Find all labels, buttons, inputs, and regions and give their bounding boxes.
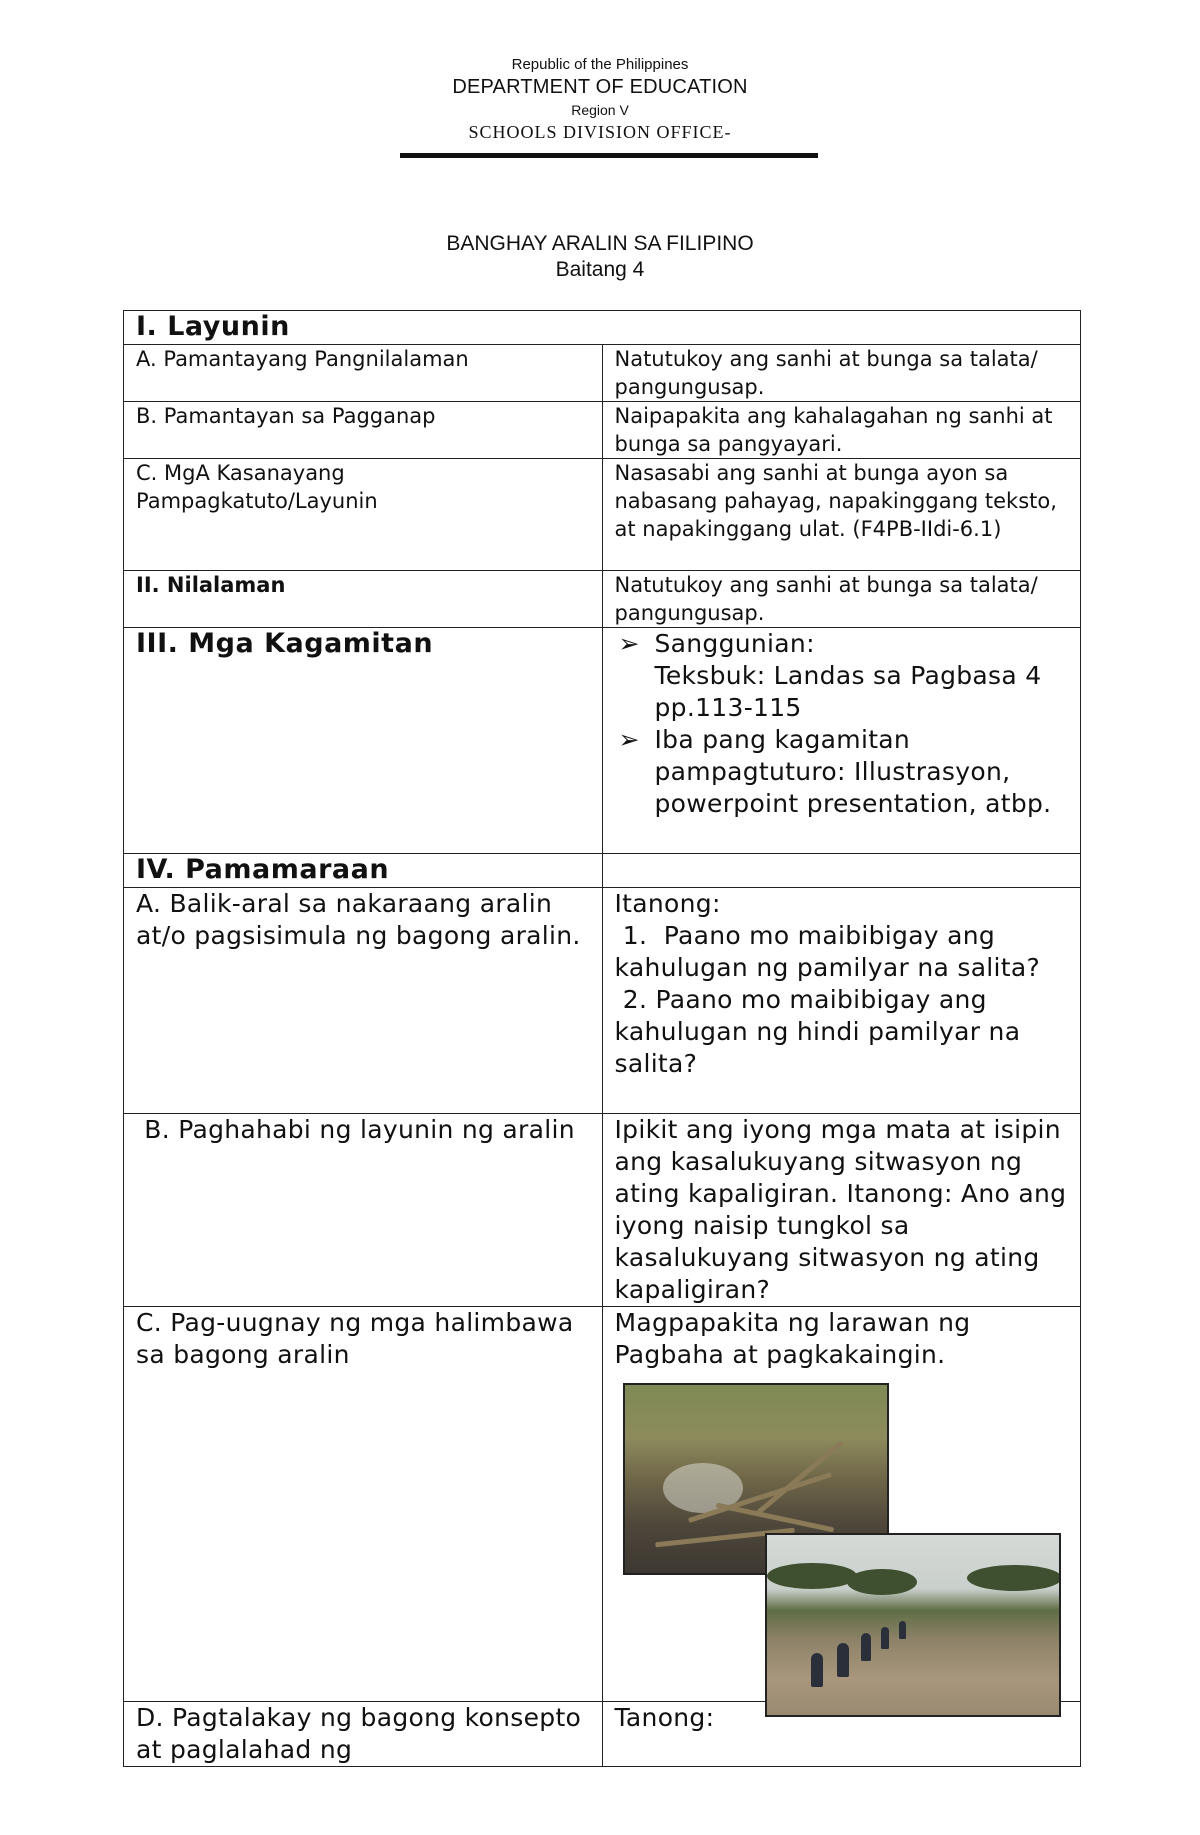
step-c-value-cell [602, 1307, 1081, 1702]
tree-shape [967, 1565, 1061, 1591]
log-shape [756, 1440, 843, 1515]
table-row [124, 888, 1081, 1114]
step-c-value: Magpapakita ng larawan ng Pagbaha at pagkakaingin. [614, 1308, 971, 1369]
row-c-label: C. MgA Kasanayang Pampagkatuto/Layunin [124, 459, 603, 571]
step-c-label: C. Pag-uugnay ng mga halimbawa sa bagong aralin [124, 1307, 603, 1702]
row-b-label: B. Pamantayan sa Pagganap [124, 402, 603, 459]
step-d-value: Tanong: [602, 1702, 1081, 1767]
flood-photo [765, 1533, 1061, 1717]
step-b-value: Ipikit ang iyong mga mata at isipin ang kasalukuyang sitwasyon ng ating kapaligiran. Itanong: Ano ang iyong naisip tungkol sa kasalukuyang sitwasyon ng ating kapaligiran? [602, 1114, 1081, 1307]
row-a-value: Natutukoy ang sanhi at bunga sa talata/ pangungusap. [602, 345, 1081, 402]
table-row [124, 1307, 1081, 1702]
table-row [124, 311, 1081, 345]
list-item-line: Iba pang kagamitan pampagtuturo: Illustrasyon, powerpoint presentation, atbp. [654, 725, 1052, 818]
table-row [124, 854, 1081, 888]
step-a-value-cell [602, 888, 1081, 1114]
list-item [618, 724, 1069, 820]
document-title: BANGHAY ARALIN SA FILIPINO [446, 232, 754, 255]
republic-line: Republic of the Philippines [511, 56, 689, 73]
arrow-bullet-icon: ➢ [618, 629, 640, 658]
step-a-label: A. Balik-aral sa nakaraang aralin at/o pagsisimula ng bagong aralin. [124, 888, 603, 1114]
department-line: DEPARTMENT OF EDUCATION [452, 76, 748, 98]
grade-level: Baitang 4 [555, 258, 645, 281]
list-item [618, 628, 1069, 724]
division-line: SCHOOLS DIVISION OFFICE- [468, 122, 732, 142]
list-item-line: Sanggunian: [654, 629, 815, 658]
row-b-value: Naipapakita ang kahalagahan ng sanhi at bunga sa pangyayari. [602, 402, 1081, 459]
layunin-heading: I. Layunin [136, 311, 290, 342]
table-row [124, 1114, 1081, 1307]
header-divider [400, 153, 818, 158]
lesson-plan-table [123, 310, 1081, 1767]
table-row [124, 571, 1081, 628]
table-row [124, 459, 1081, 571]
layunin-heading-cell [124, 311, 1081, 345]
nilalaman-label: II. Nilalaman [124, 571, 603, 628]
tree-shape [767, 1563, 857, 1589]
step-a-intro: Itanong: [614, 889, 721, 918]
row-a-label: A. Pamantayang Pangnilalaman [124, 345, 603, 402]
step-d-label: D. Pagtalakay ng bagong konsepto at paglalahad ng [124, 1702, 603, 1767]
person-shape [861, 1633, 871, 1661]
kagamitan-label: III. Mga Kagamitan [136, 628, 434, 659]
pamamaraan-heading-cell [124, 854, 603, 888]
nilalaman-value: Natutukoy ang sanhi at bunga sa talata/ pangungusap. [602, 571, 1081, 628]
person-shape [899, 1621, 906, 1639]
step-a-question-2: 2. Paano mo maibibigay ang kahulugan ng hindi pamilyar na salita? [614, 985, 1029, 1078]
table-row [124, 402, 1081, 459]
pamamaraan-heading: IV. Pamamaraan [136, 854, 390, 885]
kagamitan-list [615, 628, 1069, 820]
table-row [124, 345, 1081, 402]
arrow-bullet-icon: ➢ [618, 725, 640, 754]
tree-shape [847, 1569, 917, 1595]
person-shape [881, 1627, 889, 1649]
row-c-value: Nasasabi ang sanhi at bunga ayon sa nabasang pahayag, napakinggang teksto, at napakinggang ulat. (F4PB-IIdi-6.1) [602, 459, 1081, 571]
region-line: Region V [571, 102, 629, 118]
log-shape [715, 1503, 833, 1533]
empty-cell [602, 854, 1081, 888]
step-b-label: B. Paghahabi ng layunin ng aralin [124, 1114, 603, 1307]
kagamitan-value-cell [602, 628, 1081, 854]
table-row [124, 628, 1081, 854]
person-shape [811, 1653, 823, 1687]
list-item-line: Teksbuk: Landas sa Pagbasa 4 pp.113-115 [654, 661, 1042, 722]
kagamitan-label-cell [124, 628, 603, 854]
illustration-group [615, 1371, 1069, 1701]
person-shape [837, 1643, 849, 1677]
step-a-question-1: 1. Paano mo maibibigay ang kahulugan ng pamilyar na salita? [614, 921, 1041, 982]
